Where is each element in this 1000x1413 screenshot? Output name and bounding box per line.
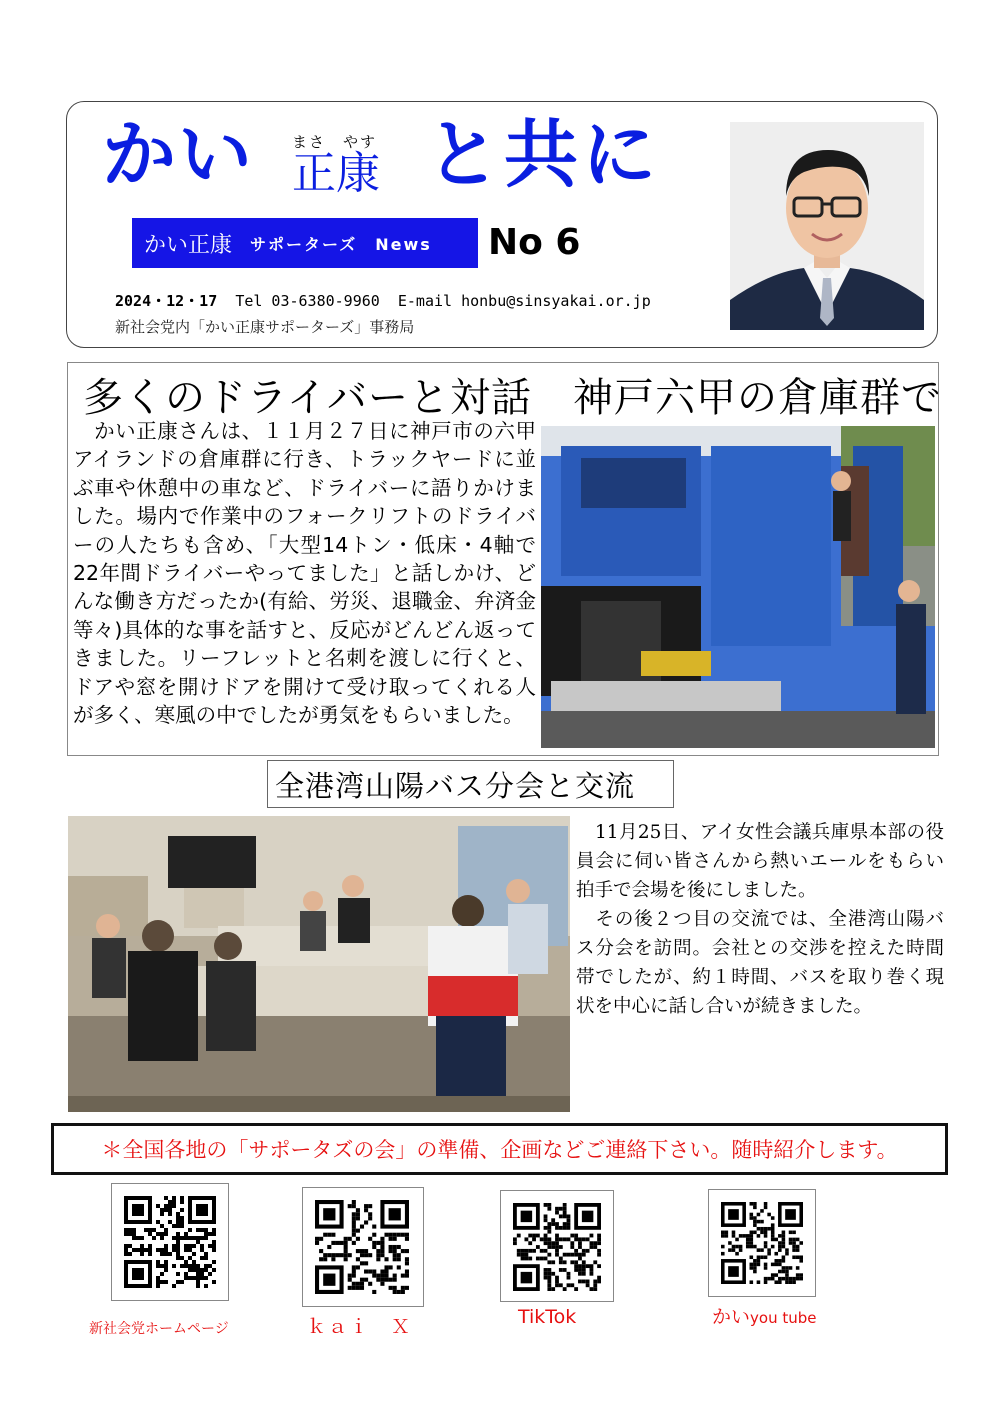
qr-code-homepage[interactable] [111,1183,229,1301]
article1-headline: 多くのドライバーと対話 神戸六甲の倉庫群で [83,375,942,421]
portrait-photo [730,122,924,330]
article2-paragraph-2: その後２つ目の交流では、全港湾山陽バス分会を訪問。会社との交渉を控えた時間帯でしたが、約１時間、バスを取り巻く現状を中心に話し合いが続きました。 [576,909,944,1017]
qr-label-youtube-sub: you tube [750,1309,817,1327]
title-tomo: と共に [426,112,660,198]
contact-line [115,290,651,311]
qr-label-homepage[interactable]: 新社会党ホームページ [89,1321,229,1337]
article2-paragraph-1: 11月25日、アイ女性会議兵庫県本部の役員会に伺い皆さんから熱いエールをもらい拍手で会場を後にしました。 [576,822,944,901]
article2-body [576,818,944,1021]
title-ruby: まさ やす [292,133,378,151]
news-band-supporters: サポーターズ News [250,234,432,254]
title-name: 正康 [292,148,380,199]
news-band [132,218,478,268]
truck-photo [541,426,935,748]
notice-banner: ＊全国各地の「サポータズの会」の準備、企画などご連絡下さい。随時紹介します。 [51,1123,948,1175]
news-band-name: かい正康 [144,232,233,258]
qr-label-youtube[interactable] [712,1302,816,1329]
article2-headline: 全港湾山陽バス分会と交流 [275,769,636,803]
qr-code-x[interactable] [302,1187,424,1307]
qr-code-tiktok[interactable] [500,1190,614,1302]
issue-date: 2024・12・17 [115,292,218,310]
qr-label-tiktok[interactable]: TikTok [518,1306,577,1328]
qr-code-youtube[interactable] [708,1189,816,1297]
meeting-photo [68,816,570,1112]
office-line: 新社会党内「かい正康サポーターズ」事務局 [115,318,415,336]
contact-email[interactable]: E-mail honbu@sinsyakai.or.jp [397,292,651,310]
title-kai: かい [102,112,254,198]
qr-label-x[interactable]: ｋａｉ Ｘ [307,1316,413,1338]
qr-label-youtube-main: かい [712,1306,751,1328]
issue-number: No 6 [488,222,581,263]
article1-body: かい正康さんは、１１月２７日に神戸市の六甲アイランドの倉庫群に行き、トラックヤードに並ぶ車や休憩中の車など、ドライバーに語りかけました。場内で作業中のフォークリフトのドライバーの人たちも含め、「大型14トン・低床・4軸で22年間ドライバーやってました」と話しかけ、どんな働き方だったか(有給、労災、退職金、弁済金等々)具体的な事を話すと、反応がどんどん返ってきました。リーフレットと名刺を渡しに行くと、ドアや窓を開けドアを開けて受け取ってくれる人が多く、寒風の中でしたが勇気をもらいました。 [73,419,536,728]
contact-tel: Tel 03-6380-9960 [235,292,380,310]
